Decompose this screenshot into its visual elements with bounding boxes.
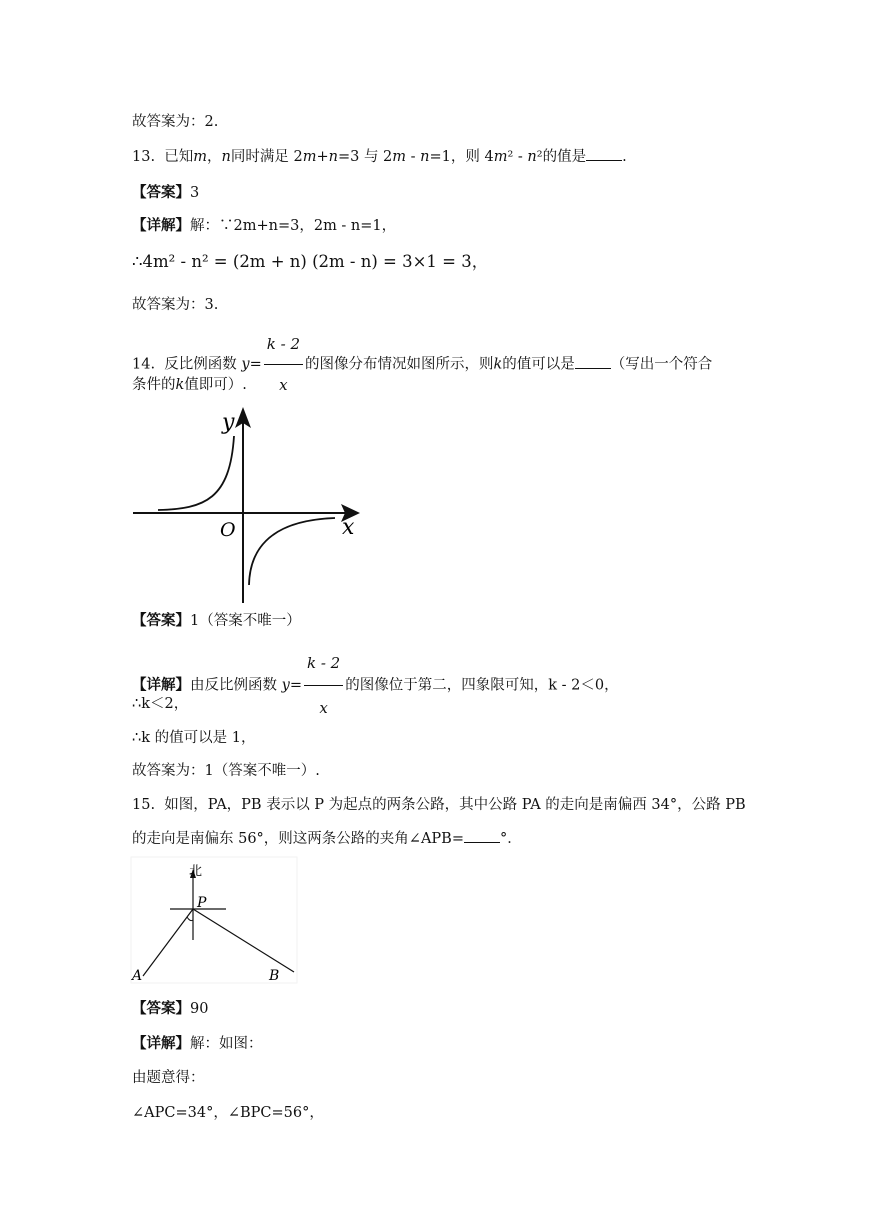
origin-label: O bbox=[220, 519, 236, 541]
text-line: ∠APC=34°，∠BPC=56°， bbox=[132, 1105, 324, 1121]
answer-15: 【答案】90 bbox=[132, 1000, 209, 1017]
detail-14: 【详解】由反比例函数 y= $\frac{k - 2}{x}$ 的图像位于第二，四象限可知，k - 2＜0， bbox=[132, 643, 619, 728]
curve-branch-second-quadrant bbox=[158, 436, 234, 510]
point-b-label: B bbox=[269, 968, 280, 984]
detail-15: 【详解】解：如图： bbox=[132, 1035, 263, 1052]
text-line: 故答案为：2. bbox=[132, 114, 219, 130]
y-axis-label: y bbox=[222, 410, 235, 435]
detail-13: 【详解】解：∵2m+n=3，2m - n=1， bbox=[132, 217, 397, 234]
north-label: 北 bbox=[189, 864, 203, 879]
question-13: 13. 已知m，n同时满足 2m+n=3 与 2m - n=1，则 4m² - n²的值是 . bbox=[132, 149, 627, 165]
road-pa bbox=[143, 909, 193, 976]
point-a-label: A bbox=[132, 968, 143, 984]
hyperbola-graph bbox=[130, 403, 370, 603]
fraction: $\frac{k - 2}{x}$ bbox=[264, 326, 303, 403]
curve-branch-fourth-quadrant bbox=[249, 518, 335, 585]
angle-arc bbox=[187, 917, 193, 921]
answer-14: 【答案】1（答案不唯一） bbox=[132, 612, 301, 629]
text-line: 条件的k值即可）. bbox=[132, 377, 247, 393]
road-direction-figure bbox=[130, 856, 300, 986]
text-line: 由题意得： bbox=[132, 1070, 205, 1086]
fraction: $\frac{k - 2}{x}$ bbox=[304, 643, 343, 728]
text-line: ∴k＜2， bbox=[132, 696, 189, 712]
question-15: 15. 如图，PA，PB 表示以 P 为起点的两条公路，其中公路 PA 的走向是南偏西 34°，公路 PB bbox=[132, 797, 746, 813]
answer-blank bbox=[464, 830, 500, 843]
text-line: ∴k 的值可以是 1， bbox=[132, 730, 256, 746]
math-13: ∴4m² - n² = (2m + n) (2m - n) = 3×1 = 3， bbox=[132, 252, 489, 271]
answer-blank bbox=[575, 356, 611, 369]
question-15-line-2: 的走向是南偏东 56°，则这两条公路的夹角∠APB= °． bbox=[132, 831, 522, 847]
question-14: 14. 反比例函数 y= $\frac{k - 2}{x}$ 的图像分布情况如图所示，则k的值可以是 （写出一个符合 bbox=[132, 326, 712, 403]
text-line: 故答案为：3. bbox=[132, 297, 219, 313]
text-line: 故答案为：1（答案不唯一）. bbox=[132, 763, 320, 779]
answer-blank bbox=[586, 148, 622, 161]
x-axis-label: x bbox=[342, 515, 355, 540]
point-p-label: P bbox=[197, 895, 207, 911]
answer-13: 【答案】3 bbox=[132, 184, 200, 201]
road-pb bbox=[193, 909, 294, 972]
